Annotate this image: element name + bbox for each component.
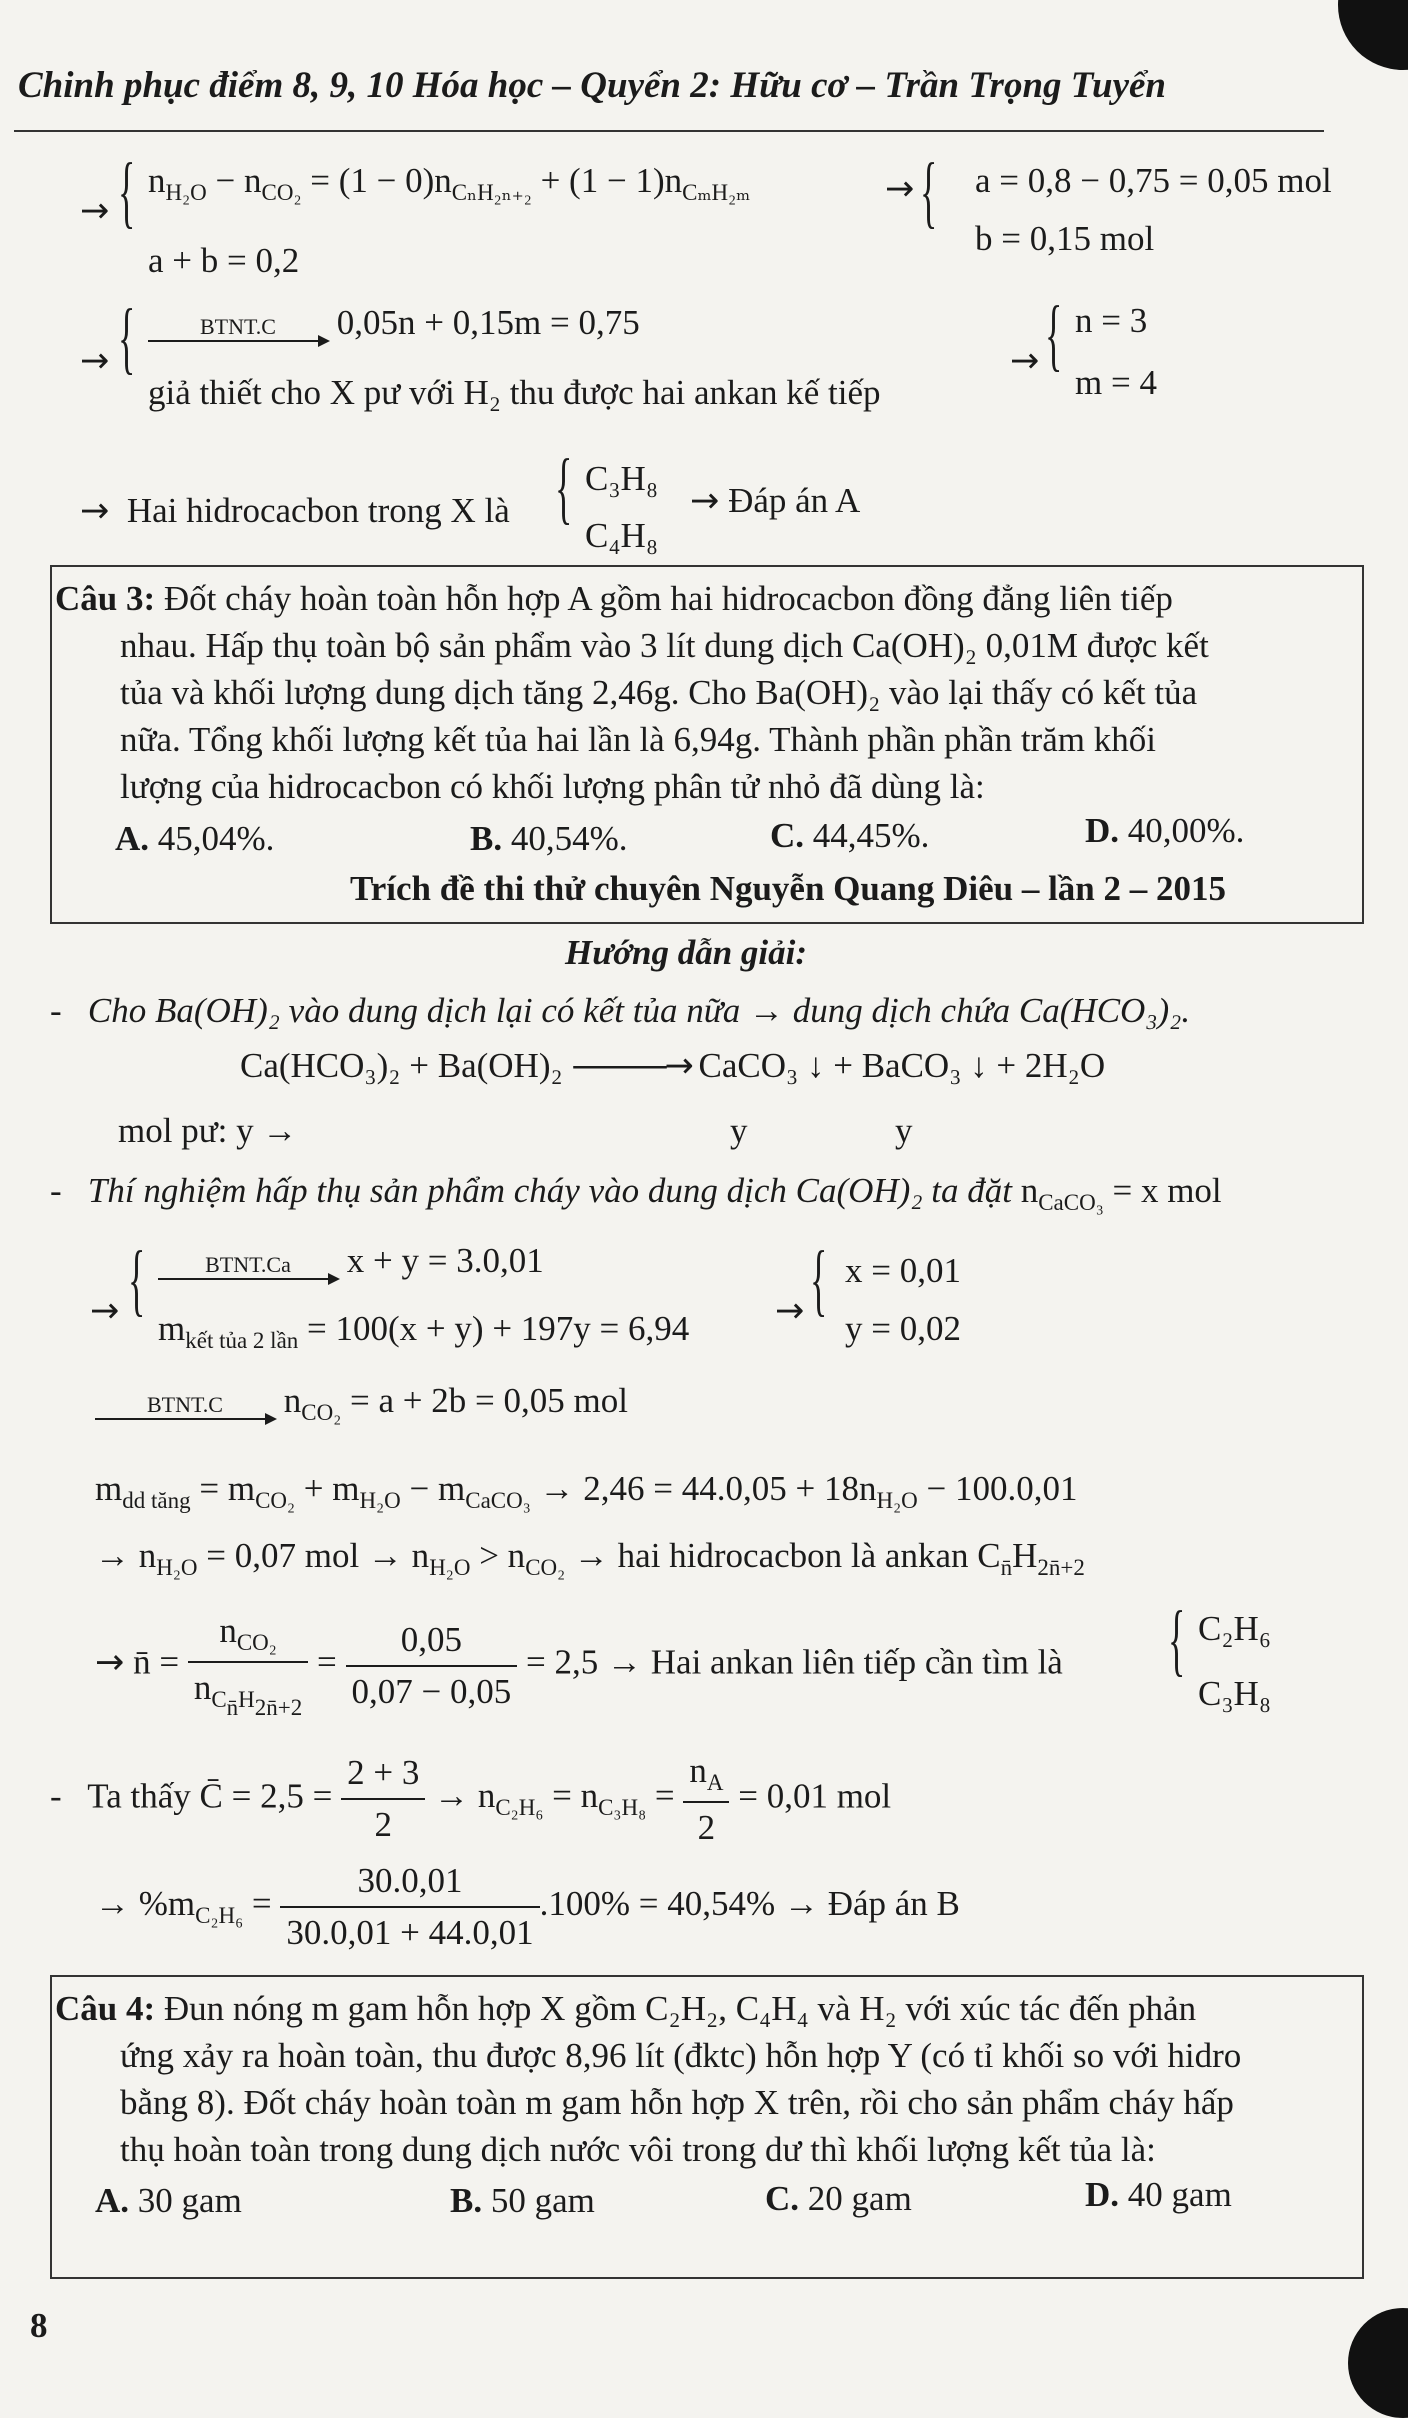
arrow-2: → [885, 169, 915, 209]
sol3-mass-eq: $m_{kết tủa 2 lần} = 100(x + y) + 197y = 6,94$ [158, 1309, 690, 1353]
page-number: 8 [30, 2306, 48, 2345]
brace-1: { [118, 148, 136, 236]
q4-option-b: B. 50 gam [450, 2181, 595, 2220]
sol2-c3h8: C₃H₈ [585, 459, 659, 498]
sol3-nh2o: → $n_{H_2O} = 0,07$ mol → $n_{H_2O} > n_{CO_2}$ → hai hidrocacbon là ankan $C_{n̄}H_{2n̄+2}$ [95, 1536, 1085, 1580]
q4-option-a: A. 30 gam [95, 2181, 242, 2220]
q3-line1: Câu 3: Đốt cháy hoàn toàn hỗn hợp A gồm hai hidrocacbon đồng đẳng liên tiếp [55, 579, 1173, 618]
sol3-c2h6: C₂H₆ [1198, 1609, 1272, 1648]
q3-line3: tủa và khối lượng dung dịch tăng 2,46g. Cho Ba(OH)₂ vào lại thấy có kết tủa [120, 673, 1198, 712]
sol2-answer: → Đáp án A [690, 481, 861, 521]
sol2-eq1-left: $n_{H_2O} - n_{CO_2} = (1 - 0)n_{C_nH_{2n+2}} + (1 - 1)n_{C_mH_{2m}}$ [148, 161, 751, 205]
sol3-molpu-y2: y [895, 1111, 913, 1150]
q3-option-b: B. 40,54%. [470, 819, 628, 858]
brace-3: { [118, 294, 136, 382]
sol3-btnt-ca: BTNT.Ca x + y = 3.0,01 [158, 1240, 544, 1282]
q3-option-c: C. 44,45%. [770, 816, 930, 855]
sol3-ta-thay: - Ta thấy C̄ = 2,5 = $\frac{2 + 3}{2}$ → $n_{C_2H_6} = n_{C_3H_8}$ = $\frac{n_A}{2}$ = 0,01 mol [50, 1751, 892, 1847]
q4-line2: ứng xảy ra hoàn toàn, thu được 8,96 lít (đktc) hỗn hợp Y (có tỉ khối so với hidro [120, 2036, 1242, 2075]
q3-line2: nhau. Hấp thụ toàn bộ sản phẩm vào 3 lít dung dịch Ca(OH)₂ 0,01M được kết [120, 626, 1209, 665]
sol2-eq1-right: a = 0,8 − 0,75 = 0,05 mol [975, 161, 1332, 200]
arrow-1: → [80, 191, 110, 231]
brace-4: { [1045, 291, 1063, 379]
header-rule [14, 130, 1324, 132]
arrow-6: → [775, 1291, 805, 1331]
q4-option-c: C. 20 gam [765, 2179, 912, 2218]
sol3-mdd: $m_{dd tăng} = m_{CO_2} + m_{H_2O} - m_{CaCO_3} \to 2,46 = 44.0,05 + 18n_{H_2O} - 100.0,01$ [95, 1469, 1078, 1513]
sol3-nbar: → n̄ = $\frac{n_{CO_2}}{n_{C_{n̄}H_{2n̄+2}}}$ = $\frac{0,05}{0,07 - 0,05}$ = 2,5 → Hai ankan liên tiếp cần tìm là [95, 1611, 1063, 1720]
sol3-reaction: Ca(HCO₃)₂ + Ba(OH)₂ ———→ CaCO₃ ↓ + BaCO₃ ↓ + 2H₂O [240, 1046, 1106, 1086]
arrow-4: → [1010, 341, 1040, 381]
brace-8: { [1168, 1596, 1186, 1684]
q3-line5: lượng của hidrocacbon có khối lượng phân tử nhỏ đã dùng là: [120, 767, 985, 806]
arrow-3: → [80, 341, 110, 381]
brace-6: { [128, 1236, 146, 1324]
arrow-5: → [90, 1291, 120, 1331]
sol2-conclusion: → Hai hidrocacbon trong X là [80, 491, 510, 531]
sol3-heading: Hướng dẫn giải: [565, 933, 808, 972]
running-header: Chinh phục điểm 8, 9, 10 Hóa học – Quyển 2: Hữu cơ – Trần Trọng Tuyển [18, 65, 1167, 106]
q3-option-d: D. 40,00%. [1085, 811, 1245, 850]
sol3-btnt-c: BTNT.C $n_{CO_2} = a + 2b = 0,05$ mol [95, 1380, 628, 1427]
q4-line3: bằng 8). Đốt cháy hoàn toàn m gam hỗn hợp X trên, rồi cho sản phẩm cháy hấp [120, 2083, 1234, 2122]
q3-source: Trích đề thi thử chuyên Nguyễn Quang Diêu – lần 2 – 2015 [350, 869, 1227, 908]
brace-7: { [810, 1236, 828, 1324]
sol2-c4h8: C₄H₈ [585, 516, 659, 555]
sol3-c3h8: C₃H₈ [1198, 1674, 1272, 1713]
sol2-eq2-right: b = 0,15 mol [975, 219, 1155, 258]
sol2-btnt: BTNT.C 0,05n + 0,15m = 0,75 [148, 302, 640, 344]
sol3-y: y = 0,02 [845, 1309, 961, 1348]
page-corner-shadow-bottom [1348, 2308, 1408, 2418]
sol3-bullet1: - Cho Ba(OH)₂ vào dung dịch lại có kết tủa nữa → dung dịch chứa Ca(HCO₃)₂. [50, 991, 1191, 1030]
sol3-molpu-y1: y [730, 1111, 748, 1150]
q4-option-d: D. 40 gam [1085, 2175, 1232, 2214]
sol3-x: x = 0,01 [845, 1251, 961, 1290]
sol3-bullet2: - Thí nghiệm hấp thụ sản phẩm cháy vào dung dịch Ca(OH)₂ ta đặt $n_{CaCO_3} = x$ mol [50, 1171, 1222, 1215]
sol2-assumption: giả thiết cho X pư với H₂ thu được hai ankan kế tiếp [148, 373, 881, 412]
q3-option-a: A. 45,04%. [115, 819, 275, 858]
sol2-eq2-left: a + b = 0,2 [148, 241, 300, 280]
brace-5: { [555, 444, 573, 532]
sol3-molpu: mol pư: y → [118, 1111, 298, 1150]
q3-line4: nữa. Tổng khối lượng kết tủa hai lần là 6,94g. Thành phần phần trăm khối [120, 720, 1156, 759]
sol3-percent: → $\%m_{C_2H_6}$ = $\frac{30.0,01}{30.0,01 + 44.0,01}$ .100% = 40,54% → Đáp án B [95, 1861, 960, 1952]
q4-line4: thụ hoàn toàn trong dung dịch nước vôi trong dư thì khối lượng kết tủa là: [120, 2130, 1156, 2169]
sol2-n: n = 3 [1075, 301, 1148, 340]
page-corner-shadow [1338, 0, 1408, 70]
brace-2: { [920, 148, 938, 236]
sol2-m: m = 4 [1075, 363, 1157, 402]
q4-line1: Câu 4: Đun nóng m gam hỗn hợp X gồm C₂H₂, C₄H₄ và H₂ với xúc tác đến phản [55, 1989, 1197, 2028]
